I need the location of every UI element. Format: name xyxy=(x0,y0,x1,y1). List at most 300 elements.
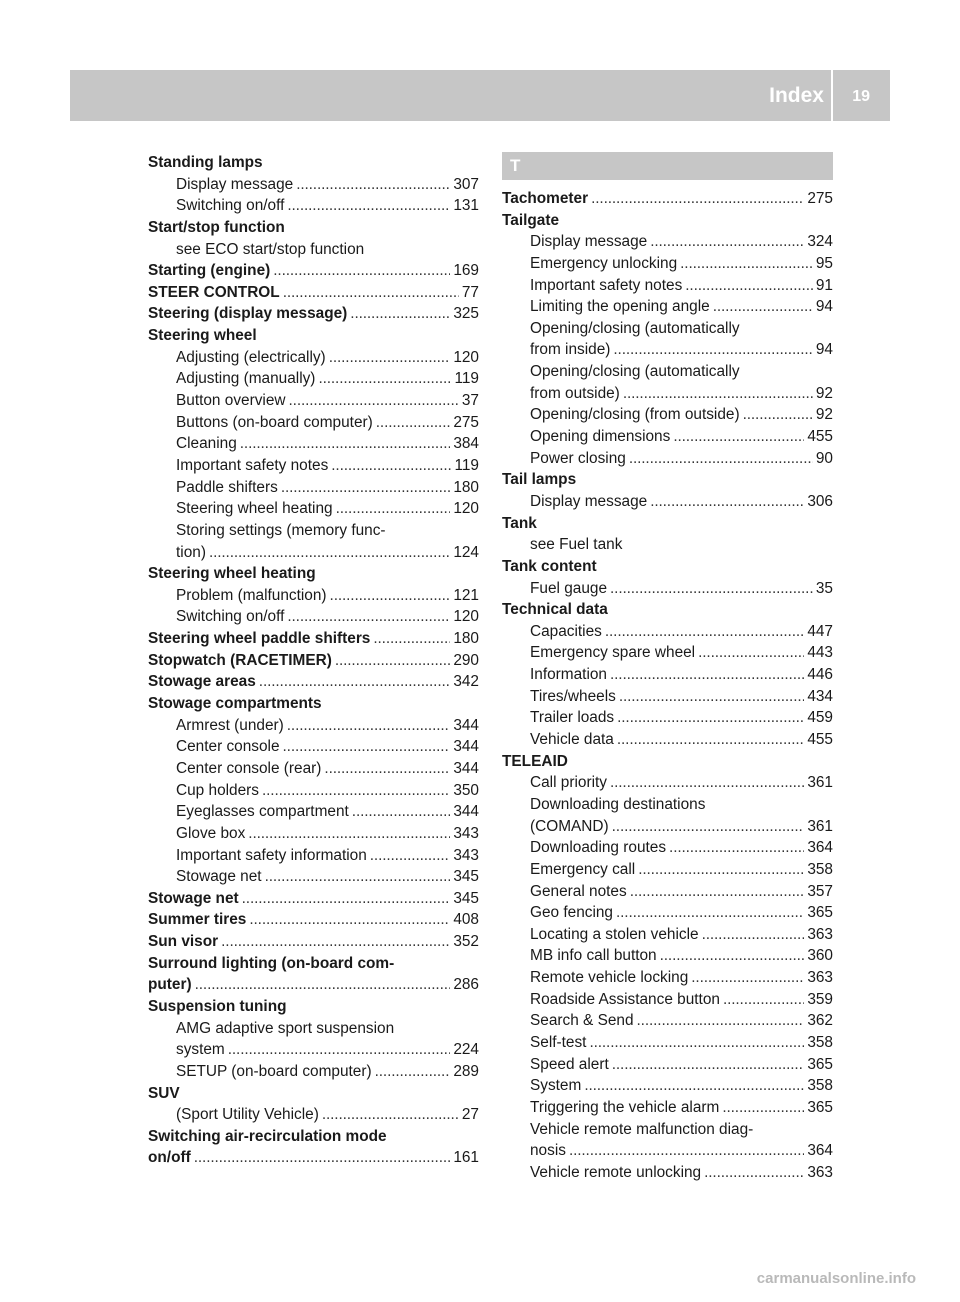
leader-dots xyxy=(698,642,804,664)
entry-page-number: 363 xyxy=(807,1163,833,1181)
leader-dots xyxy=(265,866,451,888)
entry-page-number: 361 xyxy=(807,774,833,792)
index-subentry xyxy=(148,758,479,780)
entry-page-number: 180 xyxy=(453,630,479,648)
entry-page-number: 342 xyxy=(453,673,479,691)
entry-page-number: 359 xyxy=(807,990,833,1008)
entry-label: Information xyxy=(530,666,607,684)
index-subentry xyxy=(148,368,479,390)
entry-label: from inside) xyxy=(530,341,611,359)
leader-dots xyxy=(289,390,459,412)
entry-label: Eyeglasses compartment xyxy=(176,803,349,821)
entry-label: Stopwatch (RACETIMER) xyxy=(148,651,332,669)
entry-label: System xyxy=(530,1077,582,1095)
entry-label: nosis xyxy=(530,1142,566,1160)
entry-label: Power closing xyxy=(530,449,626,467)
entry-page-number: 362 xyxy=(807,1012,833,1030)
entry-label: Display message xyxy=(530,233,648,251)
entry-label: Search & Send xyxy=(530,1012,634,1030)
leader-dots xyxy=(370,845,451,867)
entry-page-number: 77 xyxy=(461,283,479,301)
leader-dots xyxy=(221,931,450,953)
leader-dots xyxy=(248,823,450,845)
entry-page-number: 344 xyxy=(453,759,479,777)
entry-page-number: 180 xyxy=(453,478,479,496)
leader-dots xyxy=(281,477,451,499)
index-heading: Tank content xyxy=(502,557,597,575)
leader-dots xyxy=(630,881,805,903)
index-heading: Switching air-recirculation mode xyxy=(148,1127,387,1145)
leader-dots xyxy=(723,989,804,1011)
index-heading: Tail lamps xyxy=(502,471,577,489)
entry-page-number: 121 xyxy=(453,586,479,604)
leader-dots xyxy=(283,736,451,758)
entry-label: Important safety notes xyxy=(530,276,683,294)
leader-dots xyxy=(569,1140,804,1162)
entry-page-number: 434 xyxy=(807,687,833,705)
entry-label: Opening dimensions xyxy=(530,428,671,446)
leader-dots xyxy=(610,664,804,686)
index-subentry xyxy=(148,801,479,823)
entry-page-number: 289 xyxy=(453,1062,479,1080)
entry-page-number: 275 xyxy=(453,413,479,431)
section-letter-bar xyxy=(502,152,833,180)
index-subentry-text: Downloading destinations xyxy=(530,795,706,813)
index-subentry xyxy=(502,426,833,448)
index-subentry-text: Storing settings (memory func- xyxy=(176,521,386,539)
index-subentry xyxy=(148,1104,479,1126)
entry-page-number: 384 xyxy=(453,435,479,453)
leader-dots xyxy=(650,491,804,513)
index-subentry xyxy=(502,1054,833,1076)
index-subentry-text: Opening/closing (automatically xyxy=(530,363,740,381)
leader-dots xyxy=(584,1075,804,1097)
entry-page-number: 455 xyxy=(807,428,833,446)
entry-label: Emergency call xyxy=(530,860,636,878)
leader-dots xyxy=(336,498,451,520)
entry-page-number: 363 xyxy=(807,969,833,987)
index-subentry xyxy=(502,1010,833,1032)
index-subentry xyxy=(502,945,833,967)
index-subentry xyxy=(148,1039,479,1061)
index-entry xyxy=(148,282,479,304)
index-entry xyxy=(148,628,479,650)
entry-page-number: 224 xyxy=(453,1041,479,1059)
leader-dots xyxy=(318,368,451,390)
index-subentry xyxy=(502,686,833,708)
entry-label: Self-test xyxy=(530,1033,587,1051)
entry-label: Remote vehicle locking xyxy=(530,969,689,987)
entry-label: Adjusting (electrically) xyxy=(176,348,326,366)
index-subentry xyxy=(502,924,833,946)
entry-label: SETUP (on-board computer) xyxy=(176,1062,372,1080)
entry-label: Display message xyxy=(530,492,648,510)
index-subentry xyxy=(502,448,833,470)
entry-label: Emergency spare wheel xyxy=(530,644,696,662)
leader-dots xyxy=(660,945,805,967)
index-heading: Start/stop function xyxy=(148,218,285,236)
leader-dots xyxy=(287,606,450,628)
entry-label: Tachometer xyxy=(502,190,589,207)
leader-dots xyxy=(743,404,813,426)
entry-label: Center console (rear) xyxy=(176,759,322,777)
entry-page-number: 95 xyxy=(815,254,833,272)
entry-label: Display message xyxy=(176,175,294,193)
index-subentry-text: see ECO start/stop function xyxy=(176,240,365,258)
entry-page-number: 344 xyxy=(453,803,479,821)
entry-page-number: 358 xyxy=(807,860,833,878)
entry-label: Armrest (under) xyxy=(176,716,284,734)
index-entries-right xyxy=(502,188,833,1183)
index-subentry xyxy=(148,412,479,434)
leader-dots xyxy=(612,1054,805,1076)
entry-label: puter) xyxy=(148,976,192,994)
leader-dots xyxy=(335,650,450,672)
entry-page-number: 350 xyxy=(453,781,479,799)
index-entry xyxy=(148,671,479,693)
entry-page-number: 119 xyxy=(454,370,479,388)
index-subentry xyxy=(502,664,833,686)
entry-page-number: 324 xyxy=(807,233,833,251)
section-letter: T xyxy=(510,156,521,175)
index-subentry xyxy=(502,1162,833,1184)
entry-label: on/off xyxy=(148,1149,191,1167)
leader-dots xyxy=(713,296,813,318)
entry-page-number: 363 xyxy=(807,925,833,943)
leader-dots xyxy=(702,924,805,946)
entry-label: Buttons (on-board computer) xyxy=(176,413,373,431)
entry-page-number: 358 xyxy=(807,1077,833,1095)
leader-dots xyxy=(259,671,451,693)
index-subentry-text: see Fuel tank xyxy=(530,536,623,554)
leader-dots xyxy=(376,412,451,434)
entry-label: Locating a stolen vehicle xyxy=(530,925,699,943)
leader-dots xyxy=(623,383,813,405)
leader-dots xyxy=(637,1010,805,1032)
entry-label: tion) xyxy=(176,543,206,561)
entry-label: system xyxy=(176,1041,225,1059)
leader-dots xyxy=(612,816,805,838)
entry-page-number: 94 xyxy=(815,298,833,316)
leader-dots xyxy=(680,253,813,275)
entry-page-number: 37 xyxy=(461,392,479,410)
index-subentry xyxy=(502,1097,833,1119)
leader-dots xyxy=(287,715,451,737)
entry-label: MB info call button xyxy=(530,947,657,965)
entry-page-number: 360 xyxy=(807,947,833,965)
leader-dots xyxy=(629,448,813,470)
leader-dots xyxy=(322,1104,459,1126)
leader-dots xyxy=(691,967,804,989)
index-column-right xyxy=(502,152,833,1183)
index-heading: Standing lamps xyxy=(148,154,263,171)
entry-page-number: 365 xyxy=(807,1098,833,1116)
index-subentry xyxy=(148,174,479,196)
leader-dots xyxy=(610,578,813,600)
index-subentry xyxy=(502,578,833,600)
index-subentry xyxy=(148,390,479,412)
index-subentry xyxy=(502,989,833,1011)
entry-label: (COMAND) xyxy=(530,817,609,835)
leader-dots xyxy=(610,772,804,794)
entry-label: Sun visor xyxy=(148,933,219,951)
index-subentry xyxy=(502,339,833,361)
leader-dots xyxy=(329,347,451,369)
leader-dots xyxy=(240,433,451,455)
entry-label: from outside) xyxy=(530,384,620,402)
index-heading: Surround lighting (on-board com- xyxy=(148,954,395,972)
entry-label: Emergency unlocking xyxy=(530,254,678,272)
entry-page-number: 364 xyxy=(807,839,833,857)
index-heading: Technical data xyxy=(502,601,608,619)
entry-label: Important safety notes xyxy=(176,456,329,474)
entry-label: Capacities xyxy=(530,622,602,640)
index-subentry-text: Vehicle remote malfunction diag- xyxy=(530,1120,754,1138)
entry-label: Glove box xyxy=(176,824,246,842)
entry-page-number: 90 xyxy=(815,449,833,467)
leader-dots xyxy=(617,729,804,751)
entry-page-number: 343 xyxy=(453,846,479,864)
entry-page-number: 124 xyxy=(453,543,479,561)
index-heading: Steering wheel heating xyxy=(148,565,316,583)
entry-label: General notes xyxy=(530,882,627,900)
entry-page-number: 119 xyxy=(454,456,479,474)
entry-page-number: 307 xyxy=(453,175,479,193)
index-subentry xyxy=(148,477,479,499)
index-subentry xyxy=(148,585,479,607)
entry-label: Speed alert xyxy=(530,1055,609,1073)
entry-page-number: 344 xyxy=(453,738,479,756)
entry-label: Switching on/off xyxy=(176,608,285,626)
leader-dots xyxy=(619,686,804,708)
leader-dots xyxy=(589,1032,804,1054)
entry-page-number: 120 xyxy=(453,500,479,518)
header-divider xyxy=(831,70,833,121)
leader-dots xyxy=(242,888,451,910)
index-subentry-text: Opening/closing (automatically xyxy=(530,319,740,337)
leader-dots xyxy=(296,174,450,196)
leader-dots xyxy=(669,837,804,859)
entry-page-number: 286 xyxy=(453,976,479,994)
index-subentry xyxy=(502,253,833,275)
leader-dots xyxy=(324,758,450,780)
entry-page-number: 408 xyxy=(453,911,479,929)
entry-label: Trailer loads xyxy=(530,709,615,727)
index-subentry xyxy=(502,1032,833,1054)
section-title: Index xyxy=(769,84,824,107)
entry-page-number: 325 xyxy=(453,305,479,323)
entry-label: Steering wheel paddle shifters xyxy=(148,630,371,648)
entry-page-number: 455 xyxy=(807,731,833,749)
entry-page-number: 446 xyxy=(807,666,833,684)
leader-dots xyxy=(228,1039,451,1061)
entry-page-number: 443 xyxy=(807,644,833,662)
entry-page-number: 120 xyxy=(453,608,479,626)
index-subentry xyxy=(502,1075,833,1097)
leader-dots xyxy=(249,909,450,931)
entry-page-number: 352 xyxy=(453,933,479,951)
entry-label: Roadside Assistance button xyxy=(530,990,720,1008)
leader-dots xyxy=(262,780,450,802)
entry-label: Adjusting (manually) xyxy=(176,370,316,388)
leader-dots xyxy=(287,195,450,217)
index-subentry xyxy=(502,859,833,881)
entry-page-number: 365 xyxy=(807,904,833,922)
index-heading: SUV xyxy=(148,1084,180,1102)
leader-dots xyxy=(605,621,804,643)
entry-label: Button overview xyxy=(176,392,286,410)
entry-label: Stowage net xyxy=(176,868,262,886)
entry-label: Switching on/off xyxy=(176,197,285,215)
index-entry xyxy=(148,260,479,282)
index-subentry xyxy=(148,715,479,737)
index-heading: Steering wheel xyxy=(148,327,257,345)
entry-page-number: 94 xyxy=(815,341,833,359)
leader-dots xyxy=(330,585,451,607)
entry-page-number: 161 xyxy=(453,1149,479,1167)
entry-label: Triggering the vehicle alarm xyxy=(530,1098,720,1116)
index-subentry xyxy=(502,404,833,426)
entry-page-number: 131 xyxy=(453,197,479,215)
entry-label: Summer tires xyxy=(148,911,247,929)
entry-page-number: 306 xyxy=(807,492,833,510)
entry-page-number: 169 xyxy=(453,262,479,280)
index-heading: Stowage compartments xyxy=(148,695,322,713)
index-subentry xyxy=(148,542,479,564)
entry-label: Stowage areas xyxy=(148,673,256,691)
index-subentry xyxy=(502,772,833,794)
entry-page-number: 120 xyxy=(453,348,479,366)
entry-label: Steering (display message) xyxy=(148,305,348,323)
index-entry xyxy=(148,1147,479,1169)
index-subentry xyxy=(148,455,479,477)
entry-page-number: 345 xyxy=(453,889,479,907)
entry-page-number: 91 xyxy=(815,276,833,294)
index-subentry xyxy=(502,816,833,838)
index-entry xyxy=(502,188,833,210)
entry-label: Starting (engine) xyxy=(148,262,271,280)
index-subentry-text: AMG adaptive sport suspension xyxy=(176,1019,395,1037)
entry-label: Cleaning xyxy=(176,435,237,453)
entry-label: Limiting the opening angle xyxy=(530,298,710,316)
leader-dots xyxy=(331,455,451,477)
entry-label: Opening/closing (from outside) xyxy=(530,406,740,424)
entry-page-number: 364 xyxy=(807,1142,833,1160)
index-subentry xyxy=(148,347,479,369)
entry-label: Center console xyxy=(176,738,280,756)
index-subentry xyxy=(502,231,833,253)
leader-dots xyxy=(650,231,804,253)
leader-dots xyxy=(616,902,804,924)
entry-label: Geo fencing xyxy=(530,904,613,922)
index-entry xyxy=(148,888,479,910)
entry-page-number: 92 xyxy=(815,384,833,402)
entry-label: Stowage net xyxy=(148,889,239,907)
entry-label: Vehicle data xyxy=(530,731,614,749)
leader-dots xyxy=(591,188,804,210)
entry-label: Problem (malfunction) xyxy=(176,586,327,604)
entry-label: Steering wheel heating xyxy=(176,500,333,518)
index-subentry xyxy=(148,498,479,520)
entry-label: Call priority xyxy=(530,774,607,792)
leader-dots xyxy=(685,275,813,297)
index-heading: Tailgate xyxy=(502,211,560,229)
index-subentry xyxy=(502,707,833,729)
index-subentry xyxy=(148,823,479,845)
index-entry xyxy=(148,974,479,996)
index-heading: Suspension tuning xyxy=(148,997,287,1015)
leader-dots xyxy=(283,282,459,304)
watermark: carmanualsonline.info xyxy=(756,1270,916,1287)
index-subentry xyxy=(502,729,833,751)
entry-label: Cup holders xyxy=(176,781,259,799)
index-subentry xyxy=(502,642,833,664)
entry-page-number: 275 xyxy=(807,190,833,207)
index-heading: TELEAID xyxy=(502,752,568,770)
entry-label: Tires/wheels xyxy=(530,687,616,705)
index-entry xyxy=(148,931,479,953)
entry-page-number: 343 xyxy=(453,824,479,842)
index-subentry xyxy=(502,902,833,924)
leader-dots xyxy=(352,801,451,823)
page-number: 19 xyxy=(852,88,870,105)
entry-page-number: 344 xyxy=(453,716,479,734)
index-subentry xyxy=(148,845,479,867)
page-header-bar xyxy=(70,70,890,121)
leader-dots xyxy=(375,1061,451,1083)
index-subentry xyxy=(502,621,833,643)
entry-page-number: 92 xyxy=(815,406,833,424)
leader-dots xyxy=(638,859,804,881)
entry-page-number: 447 xyxy=(807,622,833,640)
index-subentry xyxy=(502,383,833,405)
entry-page-number: 345 xyxy=(453,868,479,886)
index-subentry xyxy=(148,780,479,802)
index-entry xyxy=(148,650,479,672)
index-subentry xyxy=(148,1061,479,1083)
leader-dots xyxy=(373,628,450,650)
index-subentry xyxy=(148,736,479,758)
leader-dots xyxy=(350,303,450,325)
index-entry xyxy=(148,303,479,325)
index-subentry xyxy=(502,296,833,318)
index-subentry xyxy=(148,195,479,217)
index-subentry xyxy=(502,1140,833,1162)
index-subentry xyxy=(502,881,833,903)
leader-dots xyxy=(613,339,812,361)
leader-dots xyxy=(722,1097,804,1119)
index-subentry xyxy=(502,837,833,859)
leader-dots xyxy=(194,1147,451,1169)
entry-label: Paddle shifters xyxy=(176,478,278,496)
index-subentry xyxy=(502,967,833,989)
leader-dots xyxy=(617,707,804,729)
index-subentry xyxy=(502,491,833,513)
entry-page-number: 290 xyxy=(453,651,479,669)
index-entry xyxy=(148,909,479,931)
index-subentry xyxy=(148,866,479,888)
entry-label: (Sport Utility Vehicle) xyxy=(176,1106,319,1124)
index-heading: Tank xyxy=(502,514,537,532)
index-column-left xyxy=(148,152,479,1169)
entry-label: Important safety information xyxy=(176,846,367,864)
entry-label: Vehicle remote unlocking xyxy=(530,1163,702,1181)
entry-page-number: 361 xyxy=(807,817,833,835)
entry-label: STEER CONTROL xyxy=(148,283,280,301)
entry-label: Fuel gauge xyxy=(530,579,608,597)
leader-dots xyxy=(209,542,450,564)
index-subentry xyxy=(502,275,833,297)
